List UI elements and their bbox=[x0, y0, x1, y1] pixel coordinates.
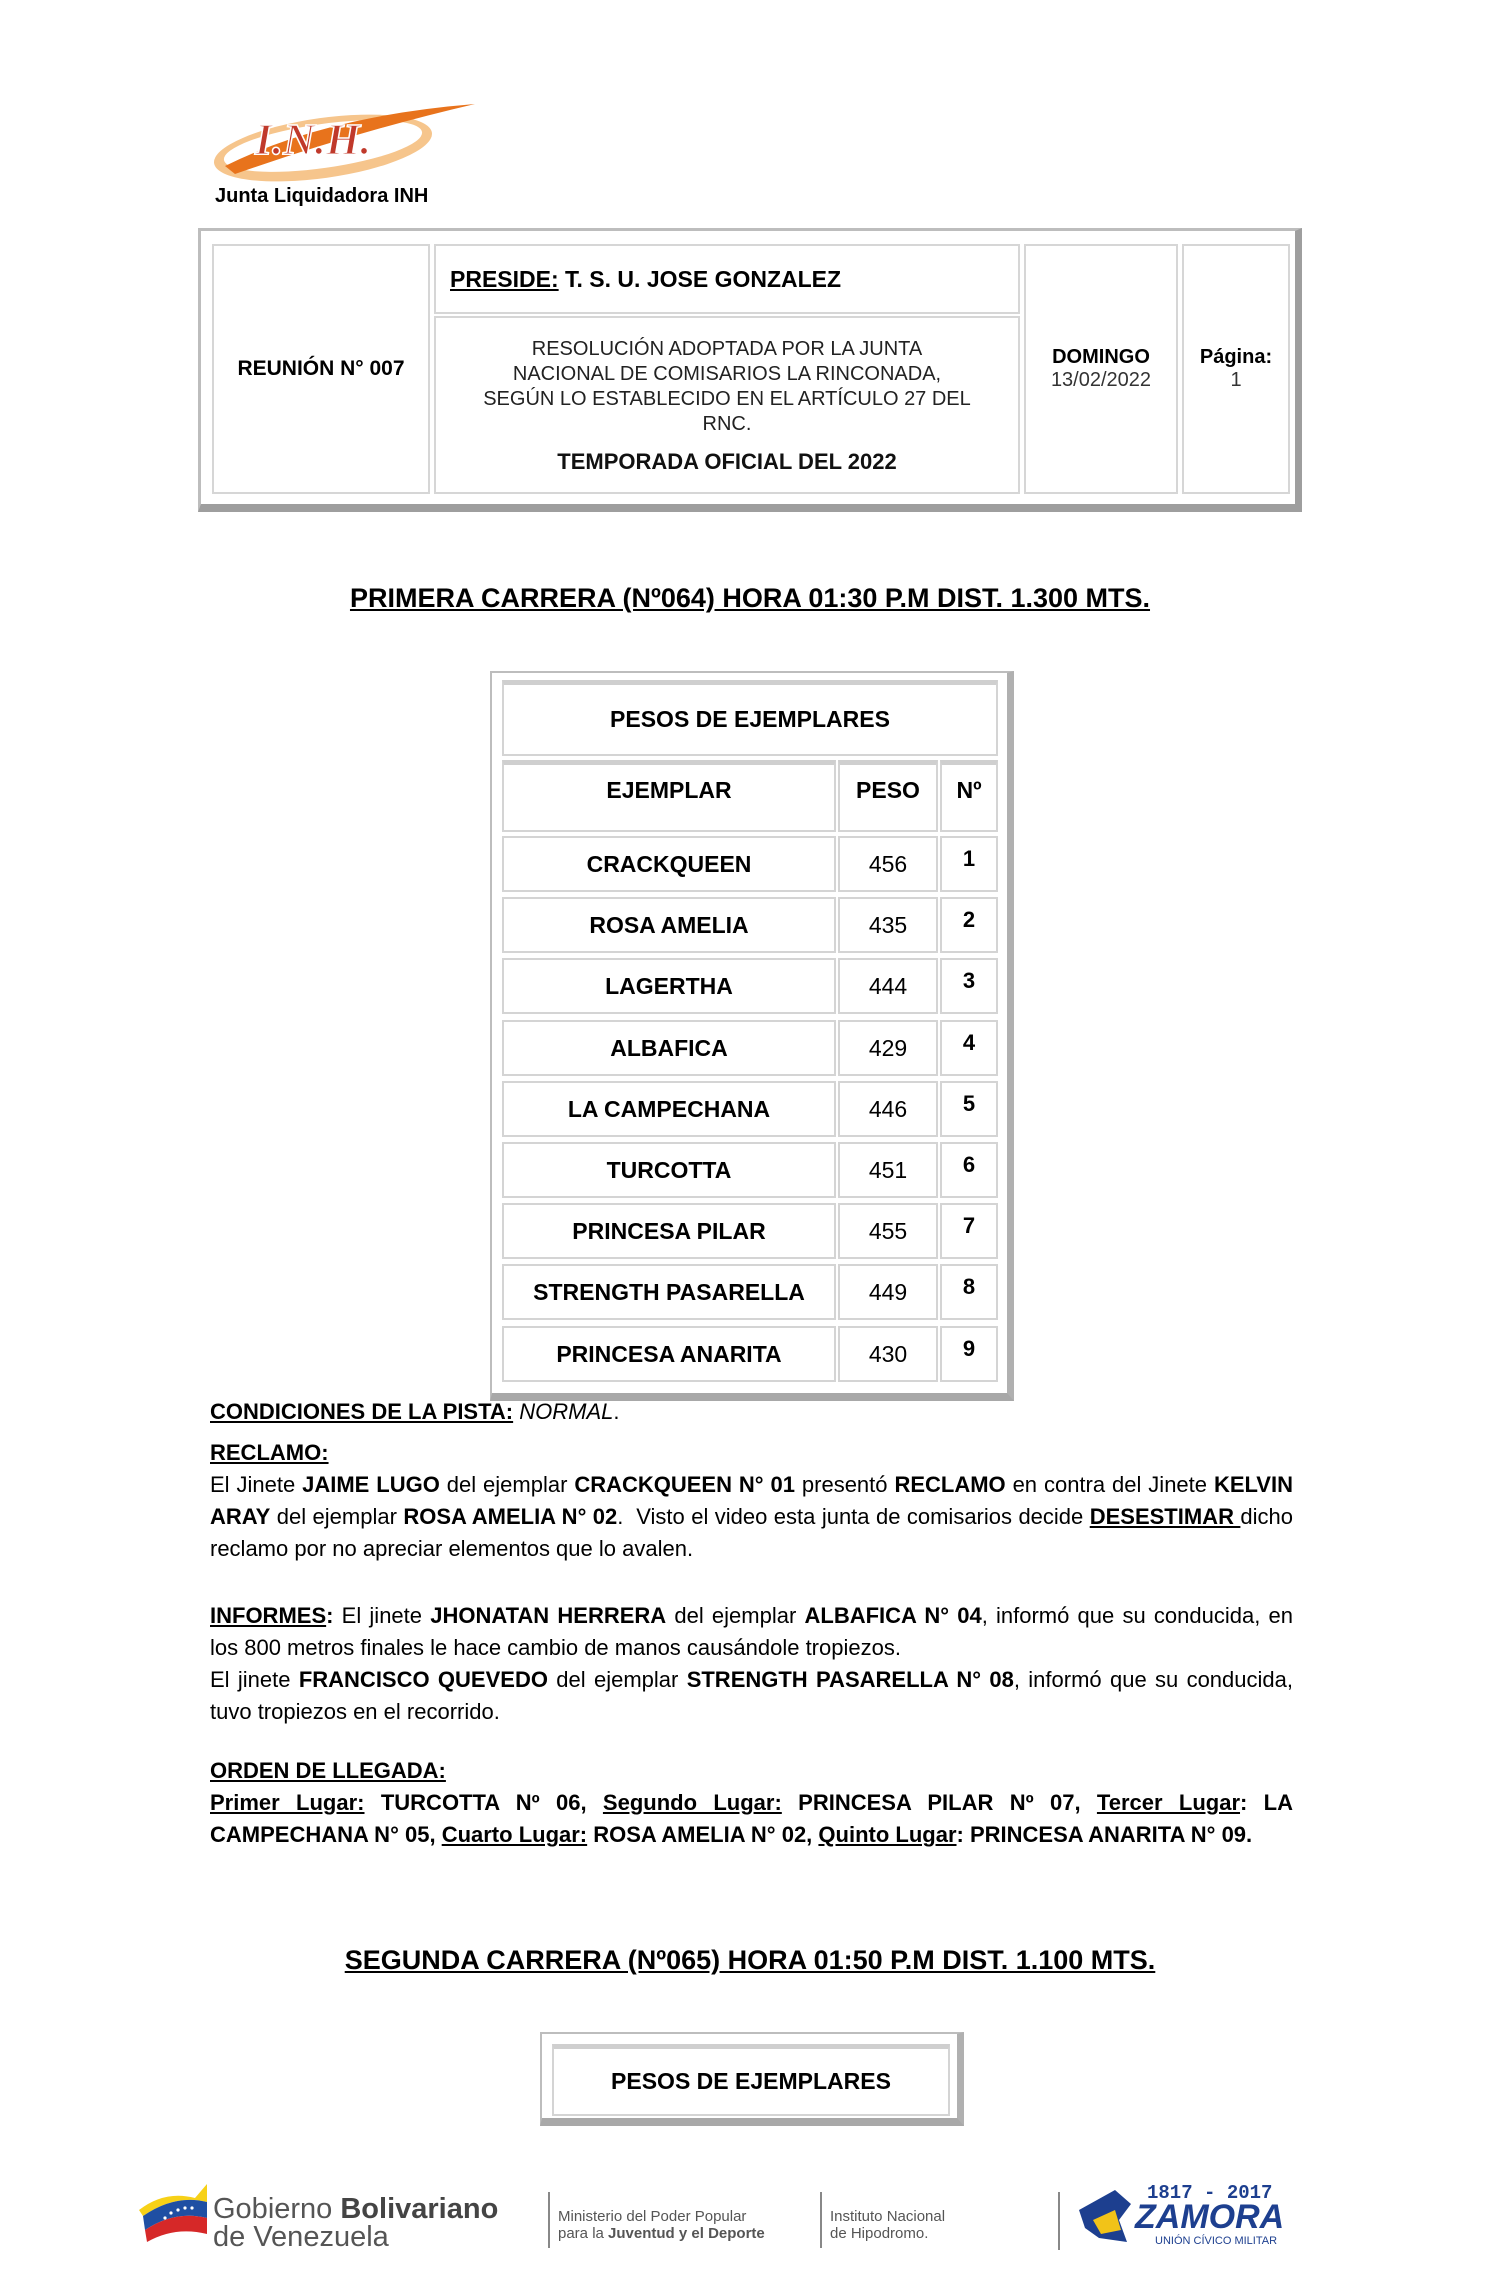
preside-label: PRESIDE: bbox=[450, 265, 559, 292]
horse-weight: 451 bbox=[838, 1142, 938, 1198]
race1-title: PRIMERA CARRERA (Nº064) HORA 01:30 P.M DIST. 1.300 MTS. bbox=[349, 583, 1151, 613]
orden-label: ORDEN DE LLEGADA: bbox=[210, 1758, 446, 1783]
zamora-logo bbox=[1075, 2180, 1315, 2254]
horse-weight: 455 bbox=[838, 1203, 938, 1259]
date-cell bbox=[1024, 244, 1178, 494]
horse-name: PRINCESA ANARITA bbox=[502, 1326, 836, 1382]
temporada: TEMPORADA OFICIAL DEL 2022 bbox=[557, 448, 897, 474]
condiciones-label: CONDICIONES DE LA PISTA: bbox=[210, 1399, 514, 1424]
horse-name: CRACKQUEEN bbox=[502, 836, 836, 892]
horse-name: LA CAMPECHANA bbox=[502, 1081, 836, 1137]
resolution-line: RESOLUCIÓN ADOPTADA POR LA JUNTA bbox=[531, 337, 923, 360]
horse-number: 2 bbox=[940, 897, 998, 953]
svg-text:I.N.H.: I.N.H. bbox=[255, 115, 372, 164]
resolution-line: RNC. bbox=[702, 412, 752, 435]
condiciones: CONDICIONES DE LA PISTA: NORMAL. bbox=[210, 1399, 620, 1424]
svg-text:1817 - 2017: 1817 - 2017 bbox=[1147, 2182, 1273, 2204]
day-label: DOMINGO bbox=[1052, 346, 1150, 368]
horse-weight: 429 bbox=[838, 1020, 938, 1076]
instituto: Instituto Nacional de Hipodromo. bbox=[830, 2208, 946, 2242]
condiciones-value: NORMAL bbox=[513, 1399, 614, 1424]
horse-number: 4 bbox=[940, 1020, 998, 1076]
horse-name: LAGERTHA bbox=[502, 958, 836, 1014]
horse-name: PRINCESA PILAR bbox=[502, 1203, 836, 1259]
footer-divider bbox=[548, 2192, 550, 2248]
reunion-number: REUNIÓN N° 007 bbox=[237, 357, 405, 380]
page-cell bbox=[1182, 244, 1290, 494]
horse-number: 5 bbox=[940, 1081, 998, 1137]
resolution-line: NACIONAL DE COMISARIOS LA RINCONADA, bbox=[512, 362, 942, 385]
venezuela-flag-icon bbox=[135, 2180, 215, 2244]
horse-number: 1 bbox=[940, 836, 998, 892]
inh-logo bbox=[205, 96, 485, 188]
horse-name: ROSA AMELIA bbox=[502, 897, 836, 953]
informes-text-2: El jinete FRANCISCO QUEVEDO del ejemplar STRENGTH PASARELLA N° 08, informó que su conducida, tuvo tropiezos en el recorrido. bbox=[210, 1667, 1300, 1724]
reclamo-text: El Jinete JAIME LUGO del ejemplar CRACKQUEEN N° 01 presentó RECLAMO en contra del Jinete KELVIN ARAY del ejemplar ROSA AMELIA N° 02. Visto el video esta junta de comisarios decide DESESTIMAR dicho reclamo por no apreciar elementos que lo avalen. bbox=[210, 1472, 1300, 1561]
reclamo-block bbox=[210, 1437, 1300, 1565]
preside-name: T. S. U. JOSE GONZALEZ bbox=[558, 265, 842, 292]
col-header-num: Nº bbox=[940, 760, 998, 832]
horse-number: 8 bbox=[940, 1264, 998, 1320]
svg-text:UNIÓN CÍVICO MILITAR: UNIÓN CÍVICO MILITAR bbox=[1155, 2235, 1278, 2247]
resolution-line: SEGÚN LO ESTABLECIDO EN EL ARTÍCULO 27 DEL bbox=[483, 387, 971, 410]
gobierno-bolivariano: Gobierno Bolivariano de Venezuela bbox=[213, 2193, 499, 2253]
orden-text: Primer Lugar: TURCOTTA Nº 06, Segundo Lugar: PRINCESA PILAR Nº 07, Tercer Lugar: LA CAMPECHANA N° 05, Cuarto Lugar: ROSA AMELIA N° 02, Quinto Lugar: PRINCESA ANARITA N° 09. bbox=[210, 1790, 1300, 1847]
orden-block bbox=[210, 1755, 1300, 1851]
horse-number: 3 bbox=[940, 958, 998, 1014]
horse-name: STRENGTH PASARELLA bbox=[502, 1264, 836, 1320]
horse-number: 7 bbox=[940, 1203, 998, 1259]
footer-divider bbox=[820, 2192, 822, 2248]
col-header-ejemplar: EJEMPLAR bbox=[502, 760, 836, 832]
footer-divider bbox=[1058, 2192, 1060, 2250]
horse-weight: 435 bbox=[838, 897, 938, 953]
weights-table-title: PESOS DE EJEMPLARES bbox=[502, 680, 998, 756]
reclamo-label: RECLAMO: bbox=[210, 1440, 329, 1465]
informes-label: INFORMES bbox=[210, 1603, 327, 1628]
race2-table-title: PESOS DE EJEMPLARES bbox=[552, 2044, 950, 2116]
page-number: 1 bbox=[1230, 369, 1242, 391]
preside-cell bbox=[434, 244, 1020, 314]
informes-block bbox=[210, 1600, 1300, 1728]
ministerio: Ministerio del Poder Popular para la Juventud y el Deporte bbox=[558, 2208, 765, 2242]
horse-weight: 446 bbox=[838, 1081, 938, 1137]
horse-name: TURCOTTA bbox=[502, 1142, 836, 1198]
resolution-cell bbox=[434, 316, 1020, 494]
race2-title: SEGUNDA CARRERA (Nº065) HORA 01:50 P.M DIST. 1.100 MTS. bbox=[344, 1945, 1156, 1975]
informes-text-1: INFORMES: El jinete JHONATAN HERRERA del ejemplar ALBAFICA N° 04, informó que su conducida, en los 800 metros finales le hace cambio de manos causándole tropiezos. bbox=[210, 1603, 1300, 1660]
horse-number: 9 bbox=[940, 1326, 998, 1382]
col-header-peso: PESO bbox=[838, 760, 938, 832]
horse-weight: 430 bbox=[838, 1326, 938, 1382]
horse-number: 6 bbox=[940, 1142, 998, 1198]
page-label: Página: bbox=[1199, 346, 1273, 368]
reunion-cell bbox=[212, 244, 430, 494]
date-value: 13/02/2022 bbox=[1050, 369, 1152, 391]
horse-name: ALBAFICA bbox=[502, 1020, 836, 1076]
org-name: Junta Liquidadora INH bbox=[215, 185, 429, 207]
horse-weight: 449 bbox=[838, 1264, 938, 1320]
svg-text:ZAMORA: ZAMORA bbox=[1135, 2198, 1285, 2236]
horse-weight: 444 bbox=[838, 958, 938, 1014]
horse-weight: 456 bbox=[838, 836, 938, 892]
